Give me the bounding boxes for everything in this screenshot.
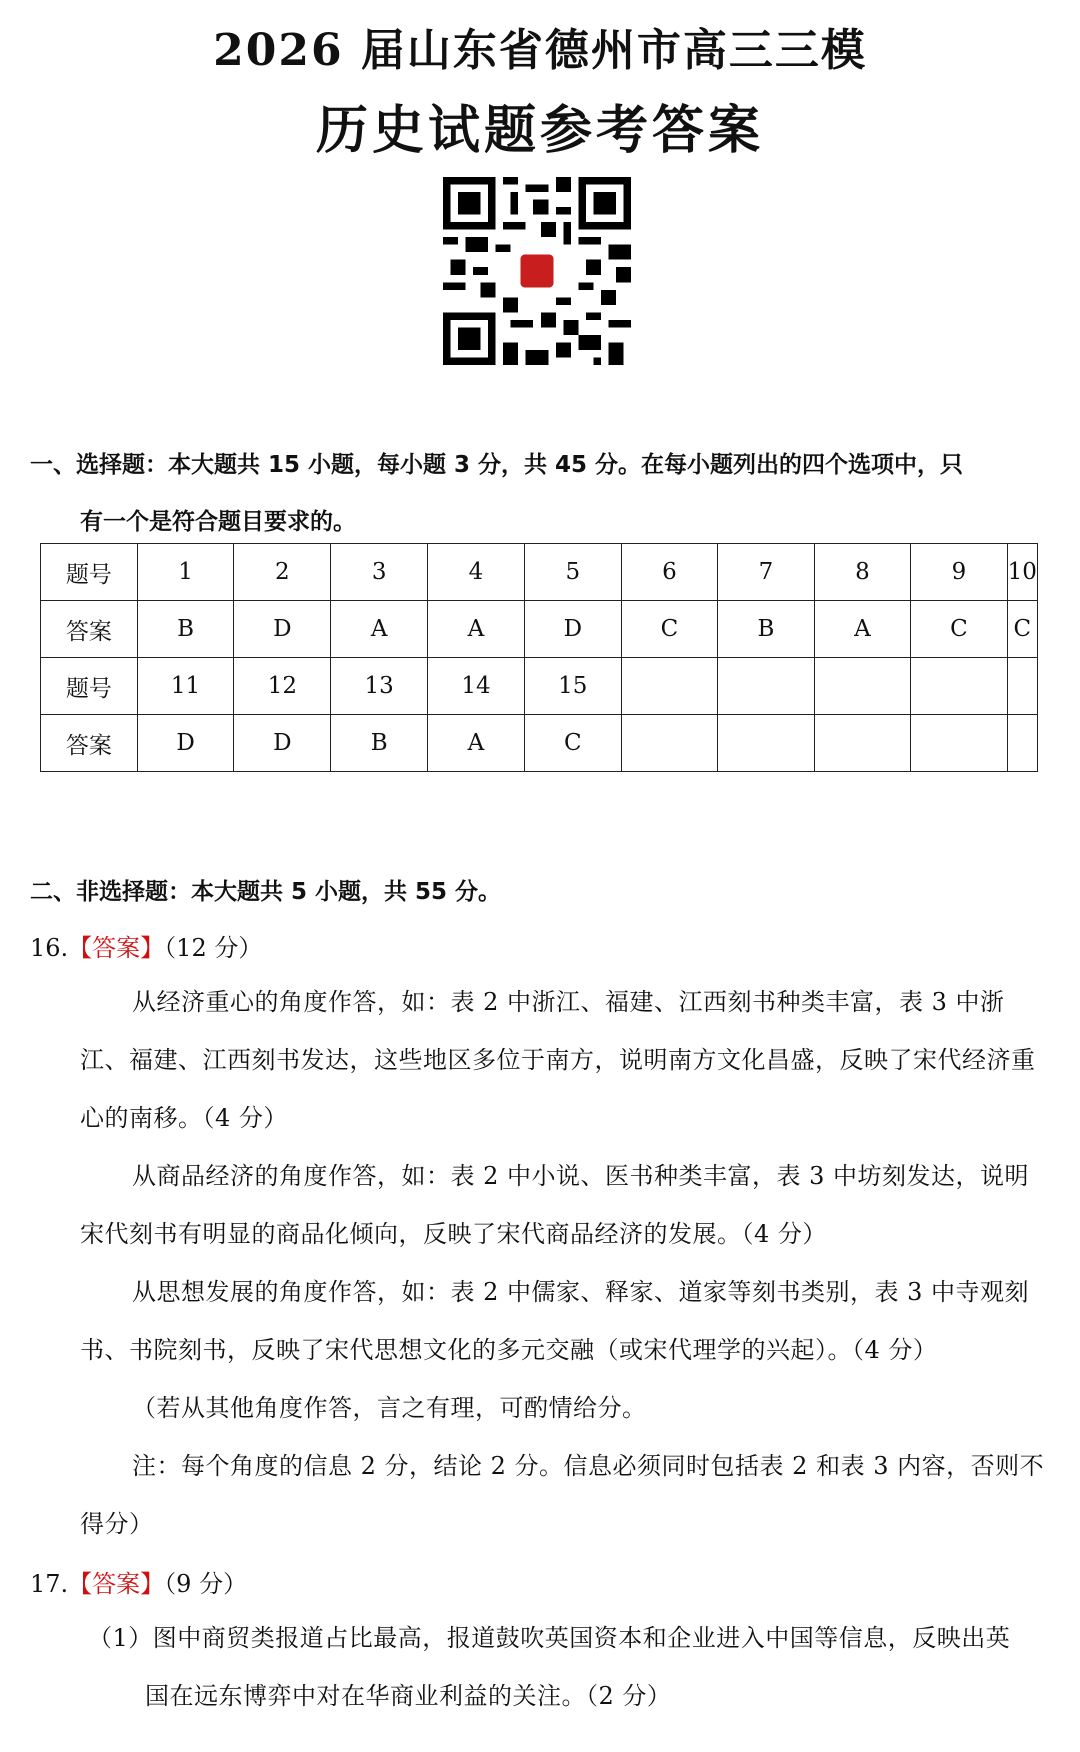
table-cell [621, 658, 718, 715]
section1-heading-cont: 有一个是符合题目要求的。 [80, 509, 356, 535]
table-cell: 1 [137, 544, 234, 601]
table-cell: 6 [621, 544, 718, 601]
table-cell: A [331, 601, 428, 658]
table-cell: C [524, 715, 621, 772]
grading-note: 注：每个角度的信息 2 分，结论 2 分。信息必须同时包括表 2 和表 3 内容，否则不得分） [80, 1452, 1045, 1538]
table-cell: B [718, 601, 814, 658]
table-cell [621, 715, 718, 772]
item-text: 图中商贸类报道占比最高，报道鼓吹英国资本和企业进入中国等信息，反映出英 [152, 1624, 1011, 1652]
table-cell [1007, 715, 1037, 772]
table-cell: 7 [718, 544, 814, 601]
table-cell: D [234, 601, 331, 658]
table-cell: 2 [234, 544, 331, 601]
question-points: （12 分） [164, 934, 263, 962]
question-number: 16. [30, 934, 69, 962]
table-cell: 3 [331, 544, 428, 601]
table-cell: D [234, 715, 331, 772]
question-points: （9 分） [164, 1570, 248, 1598]
answer-item [88, 1609, 1060, 1667]
answer-key-title: 历史试题参考答案 [315, 100, 764, 161]
table-cell: A [428, 601, 525, 658]
answer-tag: 【答案】 [68, 1570, 165, 1598]
table-row [41, 715, 1038, 772]
table-row [41, 658, 1038, 715]
table-cell: D [524, 601, 621, 658]
table-cell [911, 658, 1008, 715]
table-cell [911, 715, 1008, 772]
table-cell: C [1007, 601, 1037, 658]
table-cell: A [814, 601, 910, 658]
table-cell: 14 [428, 658, 525, 715]
answer-paragraph: （若从其他角度作答，言之有理，可酌情给分。 [132, 1394, 647, 1422]
answer-item-cont: 国在远东博弈中对在华商业利益的关注。（2 分） [145, 1682, 672, 1710]
table-cell: B [137, 601, 234, 658]
table-cell: A [428, 715, 525, 772]
table-cell: B [331, 715, 428, 772]
table-cell: 12 [234, 658, 331, 715]
section2-heading: 二、非选择题：本大题共 5 小题，共 55 分。 [30, 879, 502, 905]
table-cell: 5 [524, 544, 621, 601]
answer-table [40, 543, 1038, 772]
table-cell: C [621, 601, 718, 658]
table-cell [718, 715, 814, 772]
table-cell: 11 [137, 658, 234, 715]
table-cell [814, 715, 910, 772]
table-cell: 题号 [41, 544, 138, 601]
table-cell: C [911, 601, 1008, 658]
table-cell: 答案 [41, 715, 138, 772]
table-cell [718, 658, 814, 715]
answer-paragraph: 从经济重心的角度作答，如：表 2 中浙江、福建、江西刻书种类丰富，表 3 中浙江、福建、江西刻书发达，这些地区多位于南方，说明南方文化昌盛，反映了宋代经济重心的南移。（4 分） [80, 988, 1036, 1132]
table-cell: 9 [911, 544, 1008, 601]
table-cell: 答案 [41, 601, 138, 658]
table-cell [814, 658, 910, 715]
item-label: （1） [88, 1624, 153, 1652]
table-cell: 10 [1007, 544, 1037, 601]
table-cell [1007, 658, 1037, 715]
answer-tag: 【答案】 [68, 934, 165, 962]
question-number: 17. [30, 1570, 69, 1598]
table-cell: 题号 [41, 658, 138, 715]
question-16-header [30, 928, 262, 963]
table-cell: D [137, 715, 234, 772]
answer-paragraph: 从思想发展的角度作答，如：表 2 中儒家、释家、道家等刻书类别，表 3 中寺观刻书、书院刻书，反映了宋代思想文化的多元交融（或宋代理学的兴起）。（4 分） [80, 1278, 1030, 1364]
exam-title: 2026 届山东省德州市高三三模 [213, 25, 867, 76]
table-cell: 8 [814, 544, 910, 601]
answer-paragraph: 从商品经济的角度作答，如：表 2 中小说、医书种类丰富，表 3 中坊刻发达，说明宋代刻书有明显的商品化倾向，反映了宋代商品经济的发展。（4 分） [80, 1162, 1030, 1248]
table-row [41, 544, 1038, 601]
question-17-header [30, 1564, 247, 1599]
table-row [41, 601, 1038, 658]
table-cell: 13 [331, 658, 428, 715]
section1-heading: 一、选择题：本大题共 15 小题，每小题 3 分，共 45 分。在每小题列出的四个选项中，只 [30, 452, 964, 478]
table-cell: 4 [428, 544, 525, 601]
table-cell: 15 [524, 658, 621, 715]
qr-code-icon [443, 177, 631, 365]
